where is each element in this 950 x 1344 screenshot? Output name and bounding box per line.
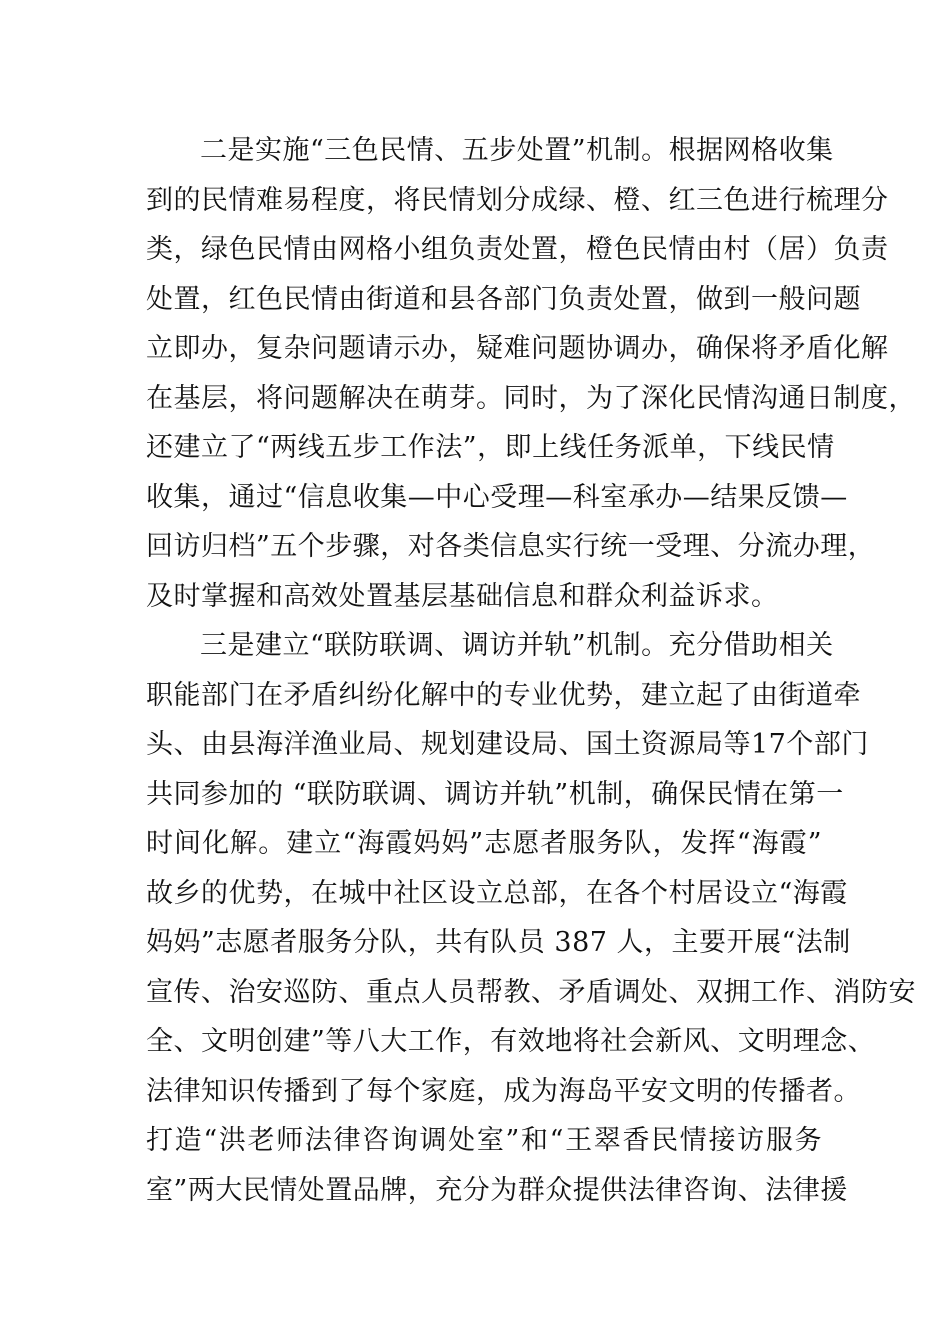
paragraph-1	[146, 126, 916, 621]
text-line: 类，绿色民情由网格小组负责处置，橙色民情由村（居）负责	[146, 234, 889, 265]
text-line: 到的民情难易程度，将民情划分成绿、橙、红三色进行梳理分	[146, 184, 889, 216]
text-line: 二是实施“三色民情、五步处置”机制。根据网格收集	[200, 135, 834, 166]
text-line: 头、由县海洋渔业局、规划建设局、国土资源局等17个部门	[146, 729, 869, 760]
text-line: 职能部门在矛盾纠纷化解中的专业优势，建立起了由街道牵	[146, 679, 861, 711]
text-line: 收集，通过“信息收集—中心受理—科室承办—结果反馈—	[146, 481, 848, 513]
text-line: 法律知识传播到了每个家庭，成为海岛平安文明的传播者。	[146, 1075, 861, 1107]
text-line: 妈妈”志愿者服务分队，共有队员 387 人，主要开展“法制	[146, 927, 851, 958]
text-line: 室”两大民情处置品牌，充分为群众提供法律咨询、法律援	[146, 1174, 848, 1206]
body-text	[146, 126, 916, 1215]
text-line: 共同参加的 “联防联调、调访并轨”机制，确保民情在第一	[146, 778, 844, 810]
text-line: 回访归档”五个步骤，对各类信息实行统一受理、分流办理，	[146, 531, 876, 562]
text-line: 三是建立“联防联调、调访并轨”机制。充分借助相关	[200, 630, 834, 661]
paragraph-2	[146, 621, 916, 1215]
text-line: 时间化解。建立“海霞妈妈”志愿者服务队，发挥“海霞”	[146, 828, 822, 859]
text-line: 在基层，将问题解决在萌芽。同时，为了深化民情沟通日制度，	[146, 382, 916, 414]
text-line: 故乡的优势，在城中社区设立总部，在各个村居设立“海霞	[146, 877, 848, 909]
text-line: 还建立了“两线五步工作法”，即上线任务派单，下线民情	[146, 432, 835, 463]
text-line: 处置，红色民情由街道和县各部门负责处置，做到一般问题	[146, 283, 861, 315]
text-line: 立即办，复杂问题请示办，疑难问题协调办，确保将矛盾化解	[146, 333, 889, 364]
text-line: 打造“洪老师法律咨询调处室”和“王翠香民情接访服务	[146, 1125, 822, 1156]
text-line: 及时掌握和高效处置基层基础信息和群众利益诉求。	[146, 580, 779, 612]
text-line: 全、文明创建”等八大工作，有效地将社会新风、文明理念、	[146, 1026, 876, 1057]
text-line: 宣传、治安巡防、重点人员帮教、矛盾调处、双拥工作、消防安	[146, 976, 916, 1008]
